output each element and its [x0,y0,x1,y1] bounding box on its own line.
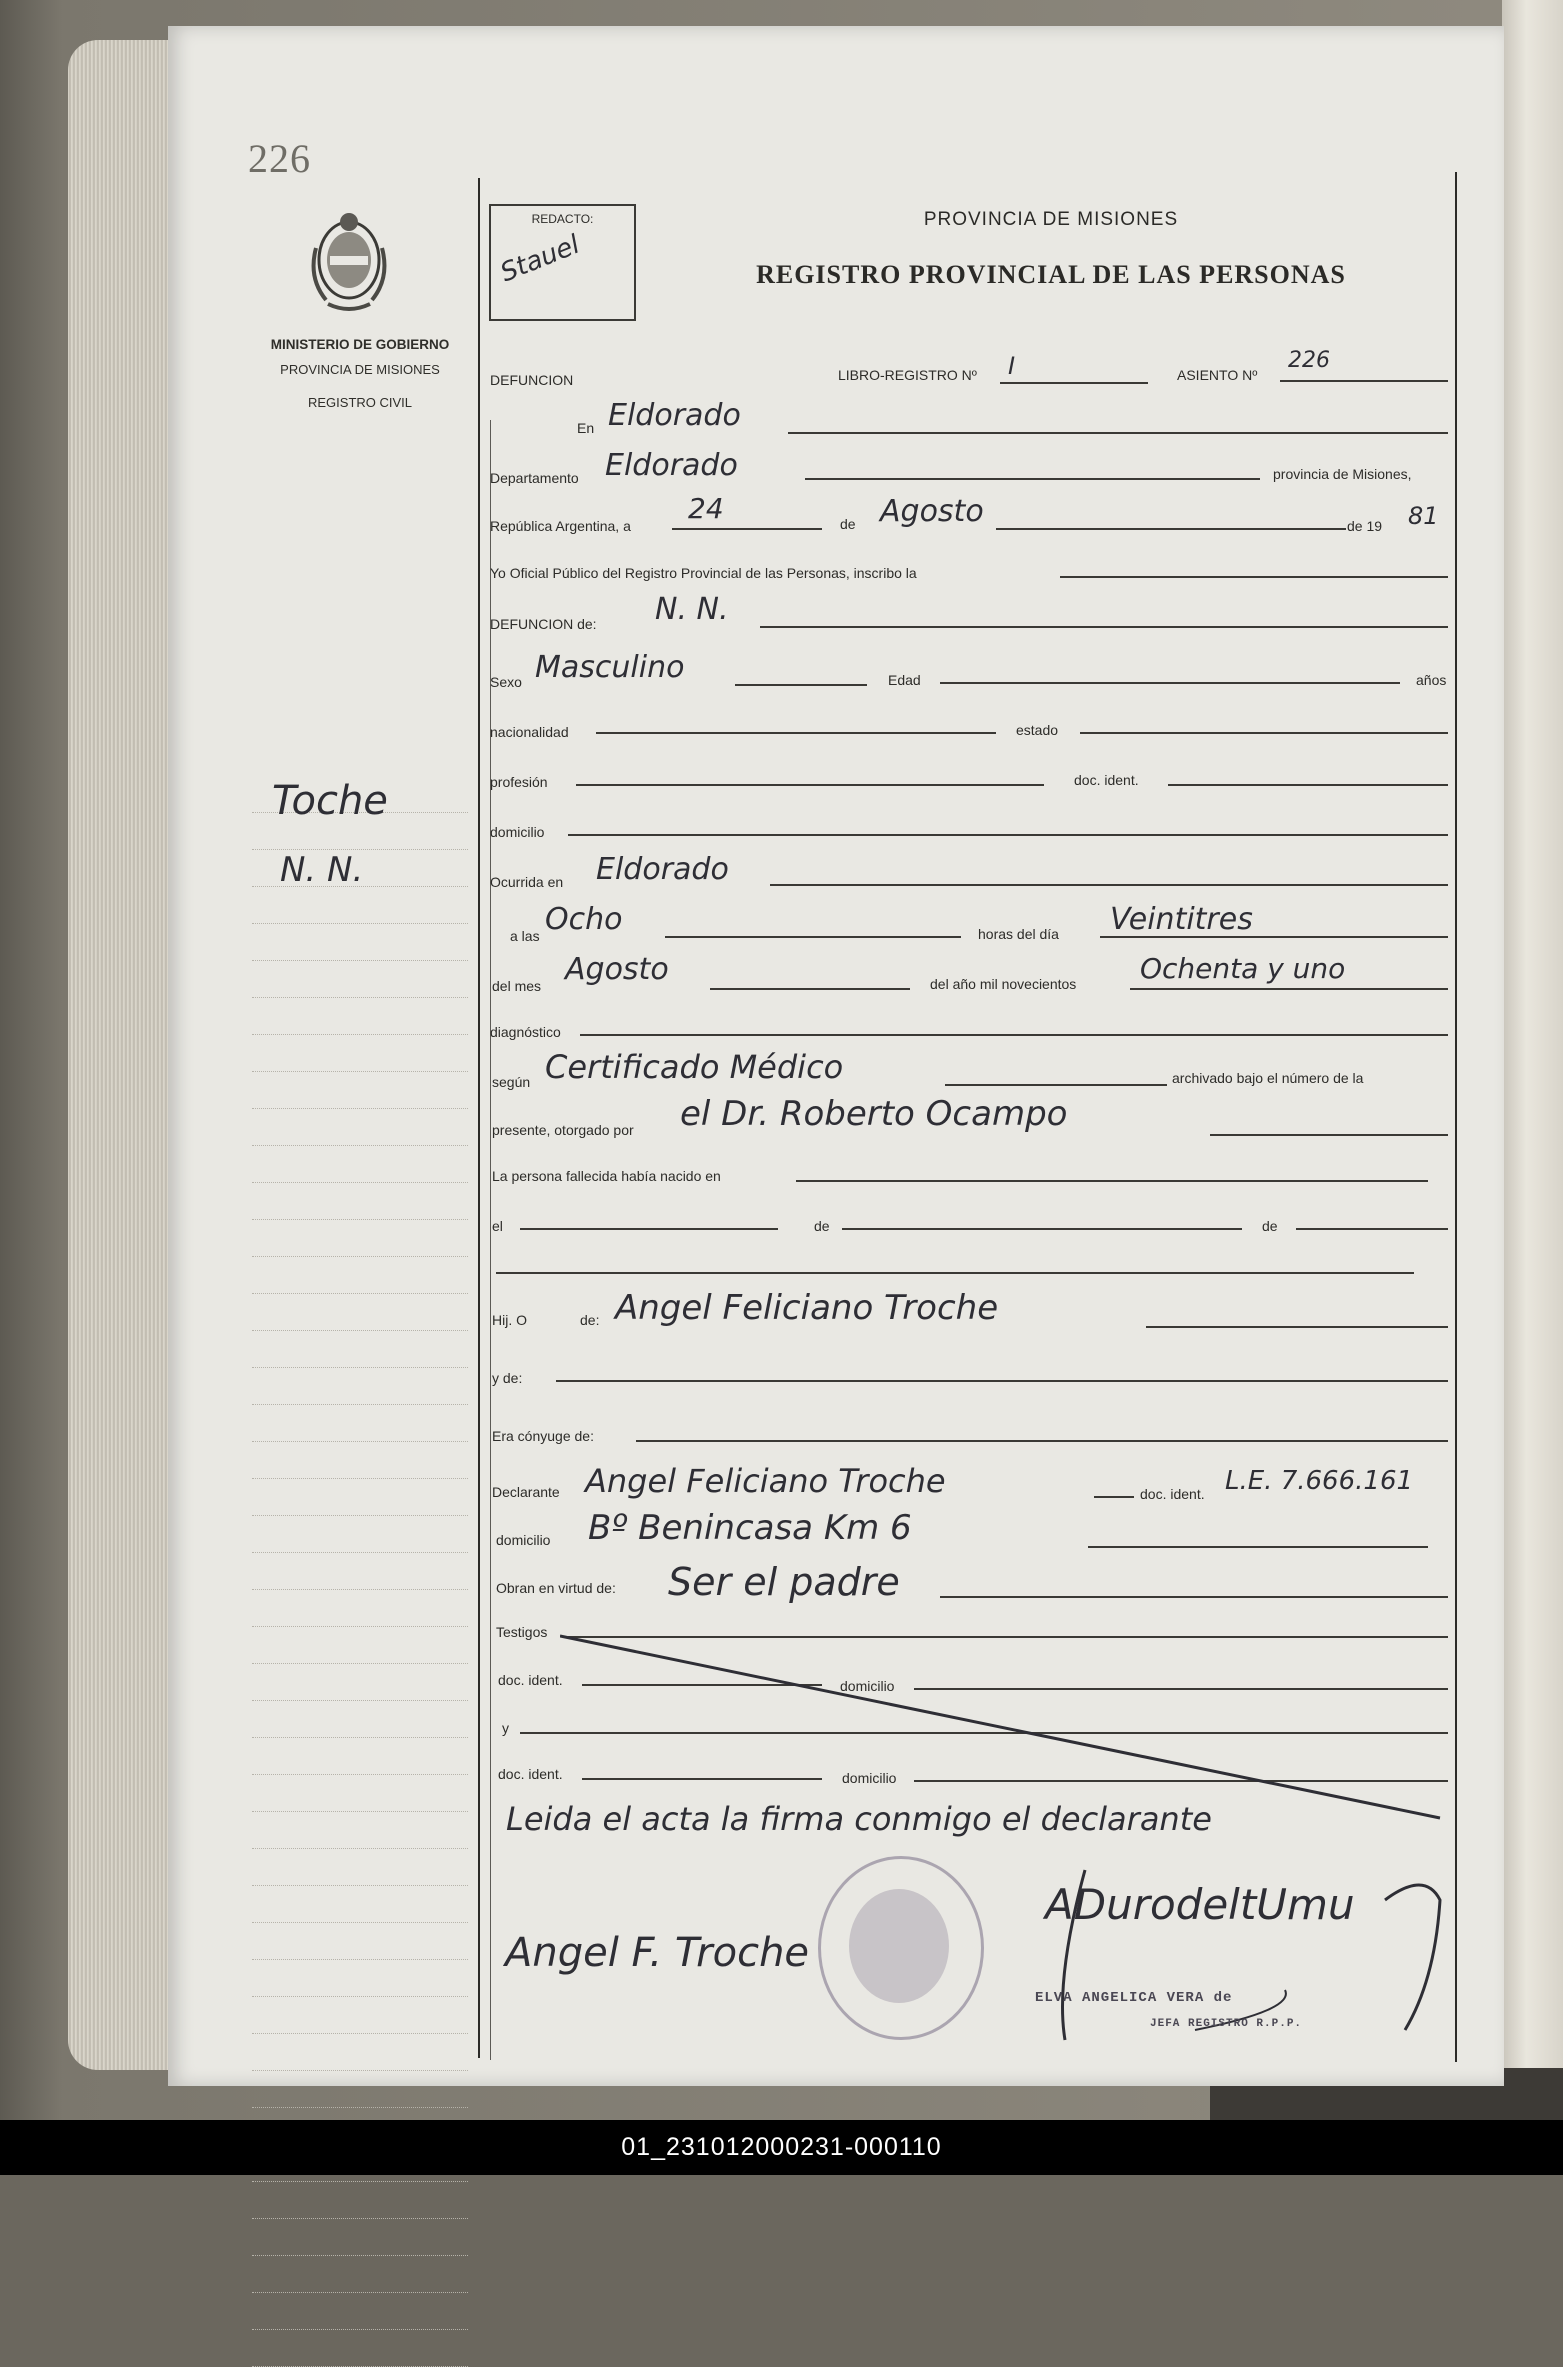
margin-rule-line [252,1145,468,1146]
diagnostico-label: diagnóstico [490,1024,561,1040]
margin-rule-line [252,2329,468,2330]
libro-value: I [1008,352,1016,380]
margin-rule-line [252,1404,468,1405]
presente-value: el Dr. Roberto Ocampo [680,1094,1068,1134]
page-number: 226 [248,136,311,181]
ministry-title: MINISTERIO DE GOBIERNO [270,337,450,352]
delmes-label: del mes [492,978,542,994]
de19-label: de 19 [1347,518,1383,534]
profesion-line [576,784,1044,786]
ocurrida-value: Eldorado [596,852,729,887]
edad-label: Edad [888,672,921,688]
delanio-value: Ochenta y uno [1140,952,1346,985]
libro-line [1000,382,1148,384]
margin-rule-line [252,2070,468,2071]
redacto-label: REDACTO: [531,212,594,226]
el-de-line [842,1228,1242,1230]
margin-rule-line [252,923,468,924]
declarante-line [1094,1496,1134,1498]
margin-rule-line [252,1700,468,1701]
closing-text: Leida el acta la firma conmigo el declarante [506,1800,1212,1838]
asiento-value: 226 [1288,348,1330,373]
en-value: Eldorado [608,398,741,433]
testigo2-doc-label: doc. ident. [498,1766,563,1782]
en-label: En [577,420,595,436]
margin-rule-line [252,1256,468,1257]
departamento-line [805,478,1260,480]
margin-rule-line [252,2107,468,2108]
estado-line [1080,732,1448,734]
testigo1-dom-label: domicilio [840,1678,895,1694]
officer-typed-title: JEFA REGISTRO R.P.P. [1150,2018,1303,2030]
segun-label: según [492,1074,531,1090]
official-stamp [818,1856,984,2040]
horas-value: Veintitres [1110,902,1253,937]
anio-value: 81 [1408,502,1439,530]
margin-rule-line [252,1330,468,1331]
edad-line [940,682,1400,684]
republica-label: República Argentina, a [490,518,631,534]
testigos-label: Testigos [496,1624,548,1640]
ocurrida-label: Ocurrida en [490,874,564,890]
form-inner-border [490,420,491,2060]
sexo-value: Masculino [535,650,685,685]
nacido-extra-line [496,1272,1414,1274]
departamento-value: Eldorado [605,448,738,483]
page-stack-edge [68,40,178,2070]
alas-value: Ocho [545,902,623,937]
margin-note-name: N. N. [280,850,364,890]
departamento-label: Departamento [490,470,579,486]
presente-label: presente, otorgado por [492,1122,634,1138]
mes-line [996,528,1346,530]
nacionalidad-label: nacionalidad [490,724,569,740]
form-left-border [478,178,480,2058]
officer-signature-flourish [1045,1860,1445,2060]
margin-rule-line [252,1034,468,1035]
image-footer-id: 01_231012000231-000110 [0,2120,1563,2175]
asiento-label: ASIENTO Nº [1177,367,1258,383]
margin-rule-line [252,2033,468,2034]
adjacent-page-edge [1502,0,1563,2100]
ministry-registry: REGISTRO CIVIL [307,395,413,410]
defuncion-de-line [760,626,1448,628]
sexo-label: Sexo [490,674,522,690]
margin-rule-line [252,1478,468,1479]
profesion-label: profesión [490,774,548,790]
doc-ident-line [1168,784,1448,786]
delmes-line [710,988,910,990]
oficial-label: Yo Oficial Público del Registro Provincial de las Personas, inscribo la [490,565,917,581]
margin-rule-line [252,1663,468,1664]
margin-rule-line [252,1367,468,1368]
decl-doc-label: doc. ident. [1140,1486,1205,1502]
anos-label: años [1416,672,1447,688]
alas-line [665,936,961,938]
conyuge-label: Era cónyuge de: [492,1428,594,1444]
margin-rule-line [252,2292,468,2293]
margin-note-surname: Toche [272,778,388,824]
archivado-label: archivado bajo el número de la [1172,1070,1364,1086]
el-de2-label: de [1262,1218,1278,1234]
diagnostico-line [580,1034,1448,1036]
ministry-province: PROVINCIA DE MISIONES [280,362,440,377]
registry-heading: REGISTRO PROVINCIAL DE LAS PERSONAS [756,260,1346,289]
domicilio-label: domicilio [490,824,545,840]
estado-label: estado [1016,722,1059,738]
el-line [520,1228,778,1230]
el-de-label: de [814,1218,830,1234]
doc-ident-label: doc. ident. [1074,772,1139,788]
margin-rule-line [252,1626,468,1627]
defuncion-de-value: N. N. [655,592,729,627]
mes-value: Agosto [880,494,984,529]
decl-dom-label: domicilio [496,1532,551,1548]
province-heading: PROVINCIA DE MISIONES [923,209,1179,230]
margin-rule-line [252,1441,468,1442]
de-label: de [840,516,856,532]
obran-line [940,1596,1448,1598]
margin-rule-line [252,960,468,961]
margin-rule-line [252,1811,468,1812]
yde-line [556,1380,1448,1382]
decl-dom-line [1088,1546,1428,1548]
oficial-line [1060,576,1448,578]
margin-rule-line [252,1996,468,1997]
margin-rule-line [252,1959,468,1960]
margin-rule-line [252,1922,468,1923]
declarant-signature: Angel F. Troche [505,1930,810,1976]
alas-label: a las [510,928,540,944]
domicilio-line [568,834,1448,836]
dia-line [672,528,822,530]
y-label: y [502,1720,509,1736]
margin-rule-line [252,2255,468,2256]
margin-rule-line [252,997,468,998]
libro-label: LIBRO-REGISTRO Nº [838,367,977,383]
provincia-label: provincia de Misiones, [1273,466,1412,482]
delanio-line [1130,988,1448,990]
nacido-label: La persona fallecida había nacido en [492,1168,721,1184]
hijo-line [1146,1326,1448,1328]
declarante-label: Declarante [492,1484,560,1500]
yde-label: y de: [492,1370,523,1386]
el-label: el [492,1218,503,1234]
hijo-value: Angel Feliciano Troche [615,1288,999,1328]
nacido-line [796,1180,1428,1182]
segun-value: Certificado Médico [545,1048,844,1086]
ministry-header [240,332,480,415]
sexo-line [735,684,867,686]
margin-rule-line [252,1552,468,1553]
defuncion-type-label: DEFUNCION [490,372,574,388]
nacionalidad-line [596,732,996,734]
segun-line [945,1084,1167,1086]
margin-rule-line [252,1737,468,1738]
delmes-value: Agosto [565,952,669,987]
redacto-signature: Stauel [496,229,584,289]
redacto-box [489,204,636,321]
presente-line [1210,1134,1448,1136]
margin-rule-line [252,1219,468,1220]
margin-rule-line [252,2218,468,2219]
delanio-label: del año mil novecientos [930,976,1077,992]
margin-rule-line [252,1071,468,1072]
margin-rule-line [252,1885,468,1886]
margin-rule-line [252,1589,468,1590]
officer-typed-name: ELVA ANGELICA VERA de [1035,1990,1233,2006]
en-line [788,432,1448,434]
decl-dom-value: Bº Benincasa Km 6 [588,1508,912,1548]
ocurrida-line [770,884,1448,886]
margin-rule-line [252,2181,468,2182]
conyuge-line [636,1440,1448,1442]
horas-label: horas del día [978,926,1059,942]
margin-rule-line [252,1515,468,1516]
margin-rule-line [252,1774,468,1775]
officer-signature: ADurodeltUmu [1045,1880,1355,1929]
declarante-value: Angel Feliciano Troche [585,1462,946,1500]
obran-label: Obran en virtud de: [496,1580,616,1596]
decl-doc-value: L.E. 7.666.161 [1225,1466,1414,1496]
defuncion-de-label: DEFUNCION de: [490,616,597,632]
margin-rule-line [252,1182,468,1183]
hijo-de-label: de: [580,1312,600,1328]
margin-rule-line [252,1108,468,1109]
dia-value: 24 [688,492,724,525]
coat-of-arms-icon [306,208,392,316]
margin-rule-line [252,1293,468,1294]
el-de2-line [1296,1228,1448,1230]
obran-value: Ser el padre [668,1560,900,1604]
testigo2-dom-label: domicilio [842,1770,897,1786]
horas-line [1100,936,1448,938]
testigo1-doc-label: doc. ident. [498,1672,563,1688]
asiento-line [1280,380,1448,382]
margin-rule-line [252,1848,468,1849]
hijo-label: Hij. O [492,1312,527,1328]
